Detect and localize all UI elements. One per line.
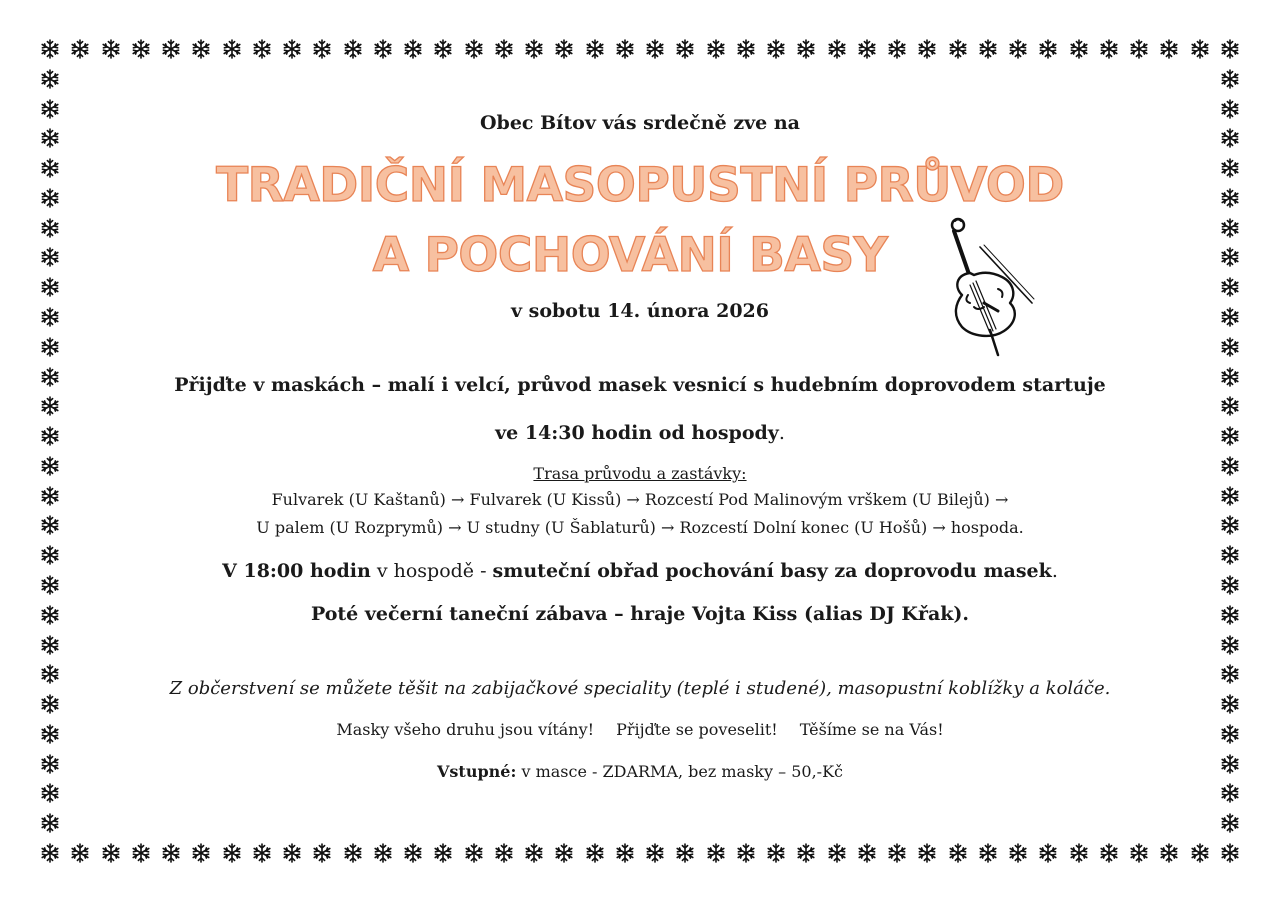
admission-line (0, 762, 1280, 781)
snowflake-star-icon (645, 843, 665, 863)
snowflake-star-icon (40, 337, 60, 357)
snowflake-star-icon (948, 39, 968, 59)
snowflake-star-icon (101, 39, 121, 59)
snowflake-star-icon (948, 843, 968, 863)
snowflake-star-icon (615, 39, 635, 59)
snowflake-star-icon (978, 39, 998, 59)
snowflake-star-icon (433, 39, 453, 59)
snowflake-star-icon (191, 39, 211, 59)
snowflake-star-icon (222, 843, 242, 863)
snowflake-star-icon (524, 843, 544, 863)
snowflake-star-icon (1220, 635, 1240, 655)
admission-text: v masce - ZDARMA, bez masky – 50,-Kč (516, 762, 843, 781)
snowflake-star-icon (766, 39, 786, 59)
snowflake-star-icon (312, 843, 332, 863)
snowflake-star-icon (1220, 813, 1240, 833)
snowflake-star-icon (887, 39, 907, 59)
ceremony-time: V 18:00 hodin (222, 560, 371, 582)
snowflake-star-icon (887, 843, 907, 863)
snowflake-star-icon (433, 843, 453, 863)
snowflake-star-icon (40, 396, 60, 416)
snowflake-star-icon (282, 39, 302, 59)
snowflake-star-icon (1159, 843, 1179, 863)
snowflake-star-icon (40, 635, 60, 655)
snowflake-star-icon (1220, 69, 1240, 89)
snowflake-star-icon (403, 39, 423, 59)
snowflake-star-icon (464, 843, 484, 863)
snowflake-star-icon (1038, 39, 1058, 59)
snowflake-star-icon (524, 39, 544, 59)
snowflake-star-icon (1220, 39, 1240, 59)
route-heading: Trasa průvodu a zastávky: (533, 464, 747, 483)
snowflake-star-icon (706, 843, 726, 863)
snowflake-star-icon (766, 843, 786, 863)
snowflake-star-icon (1038, 843, 1058, 863)
snowflake-star-icon (373, 843, 393, 863)
snowflake-star-icon (796, 843, 816, 863)
snowflake-star-icon (1129, 39, 1149, 59)
snowflake-star-icon (131, 39, 151, 59)
snowflake-star-icon (675, 39, 695, 59)
snowflake-star-icon (1220, 783, 1240, 803)
snowflake-star-icon (312, 39, 332, 59)
snowflake-star-icon (494, 843, 514, 863)
double-bass-icon (940, 215, 1040, 365)
snowflake-star-icon (917, 843, 937, 863)
intro-text: Obec Bítov vás srdečně zve na (480, 112, 800, 134)
route-line-2: U palem (U Rozprymů) → U studny (U Šablaturů) → Rozcestí Dolní konec (U Hošů) → hospoda. (256, 518, 1024, 537)
snowflake-star-icon (736, 39, 756, 59)
snowflake-star-icon (857, 39, 877, 59)
snowflake-star-icon (70, 39, 90, 59)
snowflake-star-icon (917, 39, 937, 59)
snowflake-star-icon (222, 39, 242, 59)
dance-line: Poté večerní taneční zábava – hraje Vojta Kiss (alias DJ Křak). (310, 603, 970, 625)
snowflake-star-icon (706, 39, 726, 59)
start-time-place: ve 14:30 hodin od hospody (495, 422, 779, 444)
snowflake-star-icon (191, 843, 211, 863)
slogan-fun: Přijďte se poveselit! (616, 720, 778, 739)
snowflake-star-icon (403, 843, 423, 863)
slogans-line (0, 720, 1280, 739)
ceremony-event: smuteční obřad pochování basy za doprovodu masek (492, 560, 1052, 582)
snowflake-star-icon (675, 843, 695, 863)
admission-label: Vstupné: (437, 762, 517, 781)
snowflake-star-icon (1099, 843, 1119, 863)
snowflake-star-icon (978, 843, 998, 863)
route-line-1: Fulvarek (U Kaštanů) → Fulvarek (U Kissů) → Rozcestí Pod Malinovým vrškem (U Bilejů) → (271, 490, 1009, 509)
snowflake-star-icon (40, 69, 60, 89)
snowflake-star-icon (343, 39, 363, 59)
snowflake-star-icon (131, 843, 151, 863)
invitation-line-2: ve 14:30 hodin od hospody. (495, 422, 785, 444)
snowflake-star-icon (1159, 39, 1179, 59)
snowflake-star-icon (1220, 337, 1240, 357)
snowflake-star-icon (645, 39, 665, 59)
snowflake-star-icon (1099, 39, 1119, 59)
title-line-2: A POCHOVÁNÍ BASY (372, 228, 888, 283)
snowflake-star-icon (40, 39, 60, 59)
snowflake-star-icon (161, 843, 181, 863)
snowflake-star-icon (161, 39, 181, 59)
snowflake-star-icon (70, 843, 90, 863)
snowflake-star-icon (252, 843, 272, 863)
snowflake-star-icon (343, 843, 363, 863)
snowflake-star-icon (585, 39, 605, 59)
snowflake-star-icon (796, 39, 816, 59)
ceremony-line: V 18:00 hodin v hospodě - smuteční obřad pochování basy za doprovodu masek. (222, 560, 1058, 582)
snowflake-star-icon (1220, 843, 1240, 863)
snowflake-star-icon (1008, 843, 1028, 863)
snowflake-star-icon (615, 843, 635, 863)
snowflake-star-icon (282, 843, 302, 863)
snowflake-star-icon (1190, 39, 1210, 59)
title-line-1: TRADIČNÍ MASOPUSTNÍ PRŮVOD (216, 158, 1064, 213)
snowflake-star-icon (40, 813, 60, 833)
snowflake-star-icon (827, 843, 847, 863)
snowflake-star-icon (373, 39, 393, 59)
snowflake-star-icon (1220, 396, 1240, 416)
snowflake-star-icon (857, 843, 877, 863)
invitation-line-1: Přijďte v maskách – malí i velcí, průvod masek vesnicí s hudebním doprovodem startuje (174, 374, 1106, 396)
snowflake-star-icon (1008, 39, 1028, 59)
snowflake-star-icon (827, 39, 847, 59)
snowflake-star-icon (1190, 843, 1210, 863)
snowflake-star-icon (554, 39, 574, 59)
snowflake-star-icon (1069, 843, 1089, 863)
snowflake-star-icon (464, 39, 484, 59)
snowflake-star-icon (1129, 843, 1149, 863)
event-date: v sobotu 14. února 2026 (511, 300, 769, 322)
snowflake-star-icon (40, 843, 60, 863)
snowflake-star-icon (494, 39, 514, 59)
slogan-welcome: Těšíme se na Vás! (799, 720, 944, 739)
snowflake-star-icon (40, 783, 60, 803)
snowflake-star-icon (736, 843, 756, 863)
slogan-masks: Masky všeho druhu jsou vítány! (336, 720, 595, 739)
refreshments-line: Z občerstvení se můžete těšit na zabijačkové speciality (teplé i studené), masopustní koblížky a koláče. (169, 678, 1111, 699)
snowflake-star-icon (585, 843, 605, 863)
snowflake-star-icon (252, 39, 272, 59)
snowflake-star-icon (1069, 39, 1089, 59)
snowflake-star-icon (101, 843, 121, 863)
snowflake-star-icon (554, 843, 574, 863)
